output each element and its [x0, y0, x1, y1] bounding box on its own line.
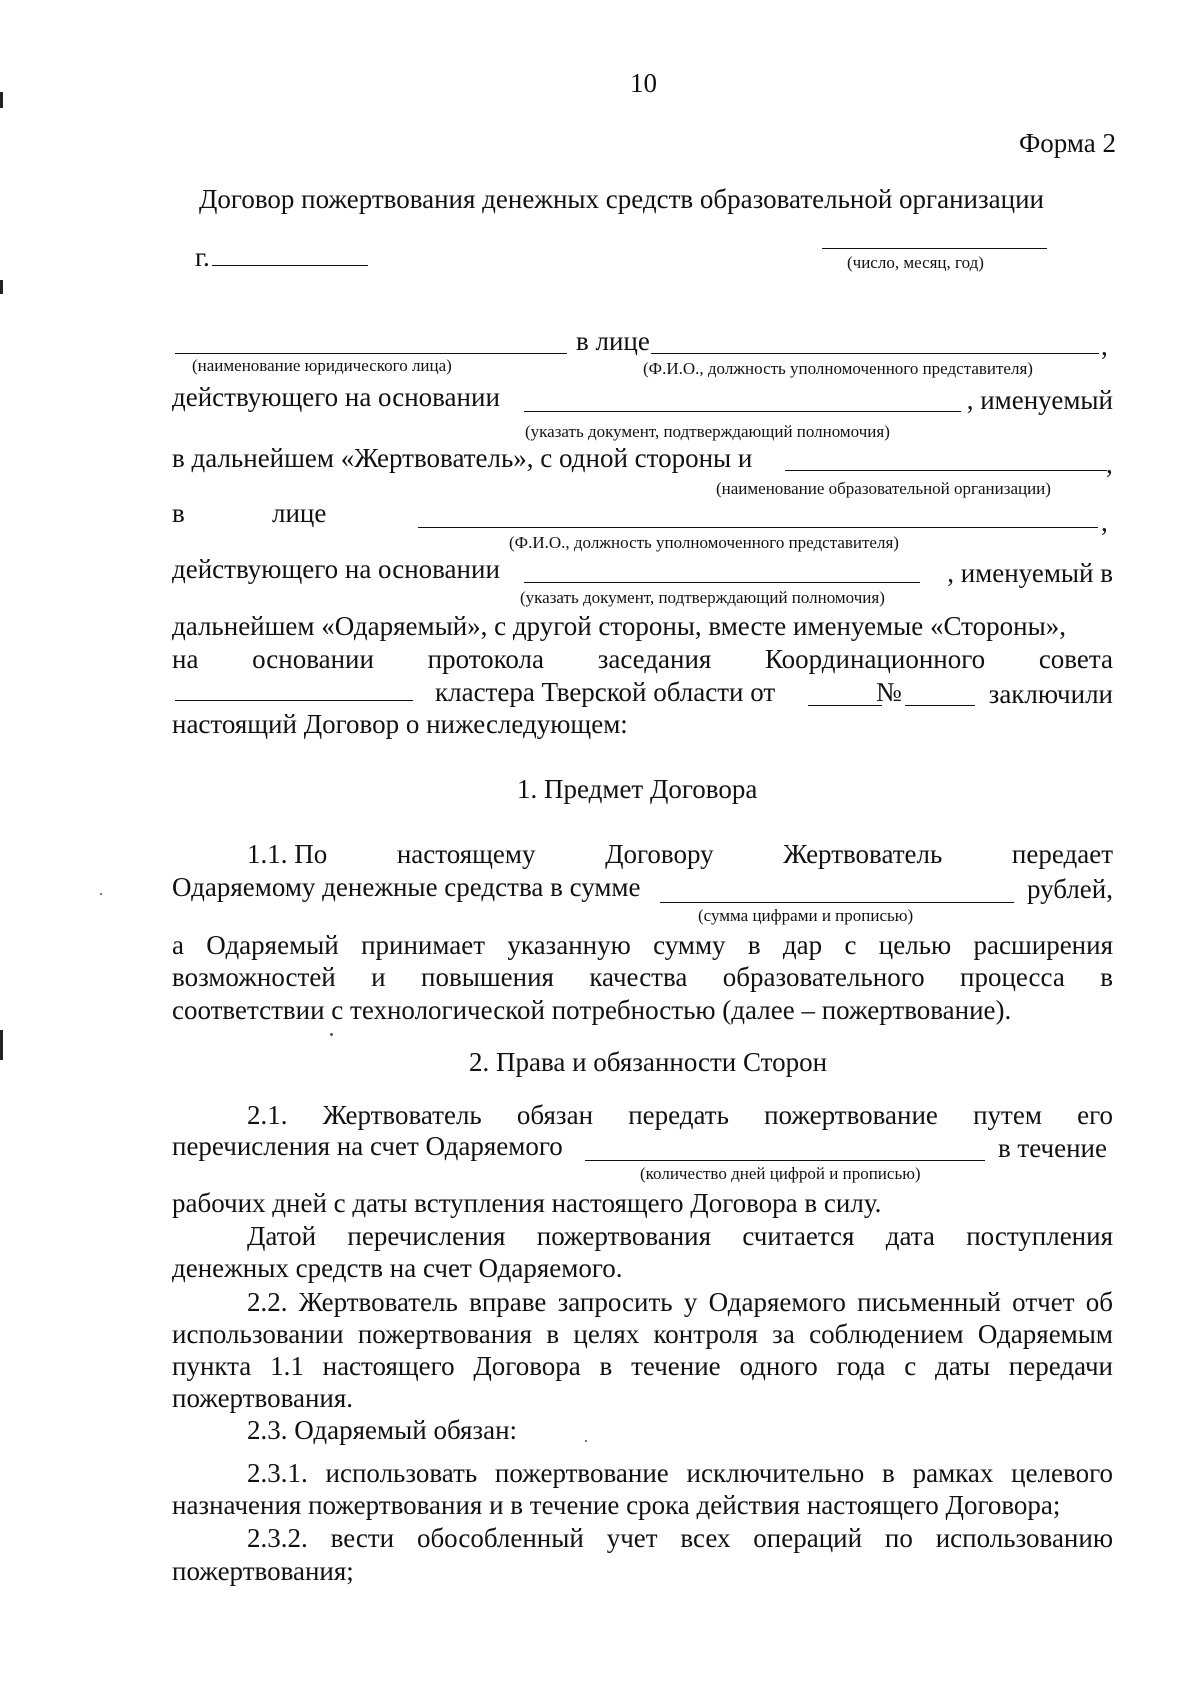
transfer-days-caption: (количество дней цифрой и прописью) [640, 1164, 921, 1183]
authority-doc-blank[interactable] [524, 411, 961, 412]
clause-1-1-line-3: а Одаряемый принимает указанную сумму в дар с целью расширения [172, 930, 1113, 960]
city-prefix: г. [195, 242, 210, 272]
word: настоящему [396, 839, 536, 869]
clause-2-2-line-2: использовании пожертвования в целях контроля за соблюдением Одаряемым [172, 1319, 1113, 1349]
scan-edge-mark [0, 280, 3, 294]
clause-1-1-line-5: соответствии с технологической потребностью (далее – пожертвование). [172, 995, 1012, 1025]
preamble-line-4: настоящий Договор о нижеследующем: [172, 709, 628, 739]
clause-1-1-line-4: возможностей и повышения качества образовательного процесса в [172, 962, 1113, 992]
preamble-cluster: кластера Тверской области от [435, 677, 776, 707]
section-2-heading: 2. Права и обязанности Сторон [469, 1047, 828, 1077]
transfer-days-blank[interactable] [585, 1160, 985, 1161]
representative2-blank[interactable] [418, 527, 1098, 528]
comma: , [1101, 331, 1108, 361]
scan-speck [330, 1033, 333, 1036]
rubles-label: рублей, [1026, 874, 1113, 904]
number-sign: № [876, 677, 902, 707]
clause-2-1-line-3: рабочих дней с даты вступления настоящего Договора в силу. [172, 1188, 882, 1218]
clause-2-1-line-2: перечисления на счет Одаряемого [172, 1131, 563, 1161]
page-number: 10 [630, 68, 657, 98]
word: на [172, 644, 199, 674]
acting-on-label-2: действующего на основании [172, 554, 500, 584]
clause-2-3-2-line-1: 2.3.2. вести обособленный учет всех операций по использованию [247, 1523, 1113, 1553]
section-1-heading: 1. Предмет Договора [517, 774, 758, 804]
date-caption: (число, месяц, год) [847, 253, 984, 272]
representative-blank[interactable] [651, 353, 1099, 354]
org-name-caption: (наименование юридического лица) [192, 356, 452, 375]
org-name-blank[interactable] [175, 353, 567, 354]
scan-speck [585, 1440, 587, 1442]
authority-doc-caption: (указать документ, подтверждающий полномочия) [525, 422, 890, 441]
comma: , [1101, 507, 1108, 537]
in-person-label: в лице [576, 326, 650, 356]
word: совета [1038, 644, 1113, 674]
comma: , [1106, 449, 1113, 479]
authority-doc2-blank[interactable] [524, 582, 920, 583]
clause-2-2-line-1: 2.2. Жертвователь вправе запросить у Одаряемого письменный отчет об [247, 1287, 1113, 1317]
hereinafter-donor: в дальнейшем «Жертвователь», с одной стороны и [172, 443, 753, 473]
document-title: Договор пожертвования денежных средств образовательной организации [199, 184, 1045, 214]
representative2-caption: (Ф.И.О., должность уполномоченного представителя) [509, 533, 899, 552]
word-in: в [172, 498, 185, 528]
edu-org-blank[interactable] [785, 470, 1107, 471]
protocol-date-blank[interactable] [808, 705, 882, 706]
word: Жертвователь [783, 839, 943, 869]
scan-speck [100, 893, 102, 895]
preamble-concluded: заключили [988, 679, 1113, 709]
preamble-line-2 [172, 643, 1113, 675]
scan-edge-mark [0, 92, 3, 108]
donation-sum-caption: (сумма цифрами и прописью) [698, 906, 914, 925]
clause-2-2-line-4: пожертвования. [172, 1383, 354, 1413]
clause-2-3-1-line-1: 2.3.1. использовать пожертвование исключительно в рамках целевого [247, 1458, 1113, 1488]
word: Договору [605, 839, 714, 869]
word: Координационного [765, 644, 986, 674]
word-person: лице [272, 498, 327, 528]
word: протокола [427, 644, 545, 674]
clause-2-2-line-3: пункта 1.1 настоящего Договора в течение одного года с даты передачи [172, 1351, 1113, 1381]
clause-2-3: 2.3. Одаряемый обязан: [247, 1415, 518, 1445]
date-blank[interactable] [822, 248, 1047, 249]
word: заседания [597, 644, 712, 674]
clause-1-1-line-1 [247, 838, 1113, 870]
clause-2-3-1-line-2: назначения пожертвования и в течение срока действия настоящего Договора; [172, 1490, 1061, 1520]
scan-edge-mark [0, 1030, 3, 1060]
city-blank[interactable] [212, 265, 368, 266]
clause-2-1-line-1: 2.1. Жертвователь обязан передать пожертвование путем его [247, 1100, 1113, 1130]
named-label: , именуемый [966, 385, 1113, 415]
authority-doc2-caption: (указать документ, подтверждающий полномочия) [520, 588, 885, 607]
clause-2-3-2-line-2: пожертвования; [172, 1556, 354, 1586]
protocol-number-blank[interactable] [905, 705, 975, 706]
cluster-blank[interactable] [175, 700, 413, 701]
edu-org-caption: (наименование образовательной организации) [716, 479, 1051, 498]
representative-caption: (Ф.И.О., должность уполномоченного представителя) [643, 359, 1033, 378]
clause-1-1-line-2: Одаряемому денежные средства в сумме [172, 872, 641, 902]
word: 1.1. По [247, 839, 328, 869]
donation-sum-blank[interactable] [660, 902, 1014, 903]
form-label: Форма 2 [1018, 128, 1116, 158]
acting-on-label: действующего на основании [172, 382, 500, 412]
clause-2-1b-line-1: Датой перечисления пожертвования считается дата поступления [247, 1221, 1113, 1251]
word: передает [1011, 839, 1113, 869]
preamble-line-1: дальнейшем «Одаряемый», с другой стороны, вместе именуемые «Стороны», [172, 611, 1066, 641]
word: основании [252, 644, 374, 674]
named-label-2: , именуемый в [947, 558, 1113, 588]
clause-2-1b-line-2: денежных средств на счет Одаряемого. [172, 1253, 623, 1283]
within-label: в течение [997, 1133, 1107, 1163]
